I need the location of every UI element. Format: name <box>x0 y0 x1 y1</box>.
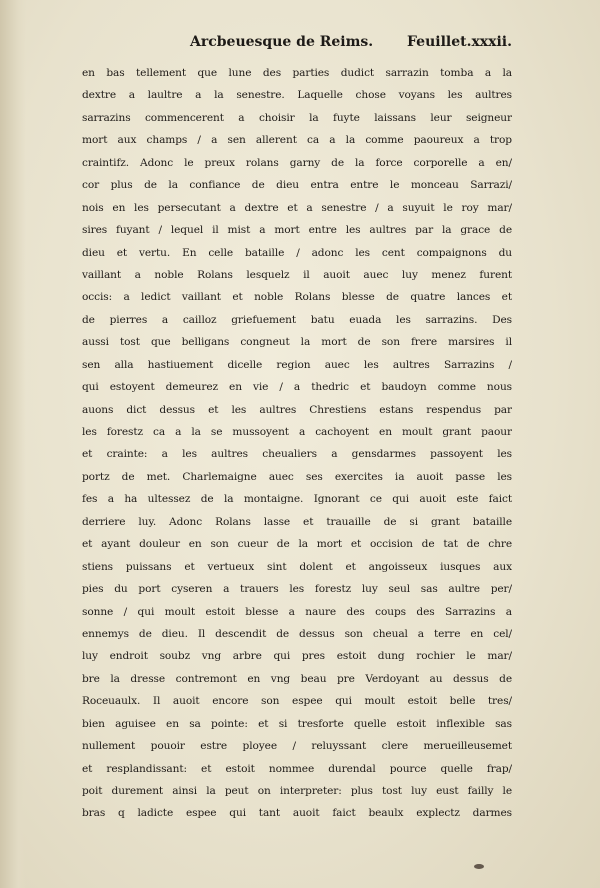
text-line: ennemys de dieu. Il descendit de dessus son cheual a terre en cel/ <box>82 627 512 640</box>
text-line: occis: a ledict vaillant et noble Rolans blesse de quatre lances et <box>82 291 512 304</box>
text-line: bre la dresse contremont en vng beau pre Verdoyant au dessus de <box>82 672 512 685</box>
text-line: pies du port cyseren a trauers les forestz luy seul sas aultre per/ <box>82 583 512 596</box>
text-line: luy endroit soubz vng arbre qui pres estoit dung rochier le mar/ <box>82 650 512 663</box>
ink-stain <box>474 864 484 869</box>
text-line: aussi tost que belligans congneut la mort de son frere marsires il <box>82 336 512 349</box>
text-line: dextre a laultre a la senestre. Laquelle chose voyans les aultres <box>82 89 512 102</box>
text-line: sires fuyant / lequel il mist a mort entre les aultres par la grace de <box>82 224 512 237</box>
text-line: Roceuaulx. Il auoit encore son espee qui moult estoit belle tres/ <box>82 695 512 708</box>
text-line: bras q ladicte espee qui tant auoit faict beaulx explectz darmes <box>82 807 512 820</box>
text-line: bien aguisee en sa pointe: et si tresforte quelle estoit inflexible sas <box>82 717 512 730</box>
text-line: dieu et vertu. En celle bataille / adonc les cent compaignons du <box>82 246 512 259</box>
text-line: fes a ha ultessez de la montaigne. Ignorant ce qui auoit este faict <box>82 493 512 506</box>
text-line: et crainte: a les aultres cheualiers a gensdarmes passoyent les <box>82 448 512 461</box>
text-line: poit durement ainsi la peut on interpreter: plus tost luy eust failly le <box>82 785 512 797</box>
text-line: de pierres a cailloz griefuement batu euada les sarrazins. Des <box>82 313 512 326</box>
body-text <box>82 62 512 825</box>
text-line: portz de met. Charlemaigne auec ses exercites ia auoit passe les <box>82 470 512 483</box>
page-gutter <box>0 0 26 888</box>
text-line: mort aux champs / a sen allerent ca a la comme paoureux a trop <box>82 134 512 147</box>
text-line: sonne / qui moult estoit blesse a naure des coups des Sarrazins a <box>82 605 512 618</box>
text-line: et resplandissant: et estoit nommee durendal pource quelle frap/ <box>82 762 512 775</box>
text-line: nois en les persecutant a dextre et a senestre / a suyuit le roy mar/ <box>82 201 512 214</box>
text-line: cor plus de la confiance de dieu entra entre le monceau Sarrazi/ <box>82 179 512 192</box>
text-line: auons dict dessus et les aultres Chrestiens estans respendus par <box>82 403 512 416</box>
folio-number: Feuillet.xxxii. <box>406 34 512 50</box>
text-line: en bas tellement que lune des parties dudict sarrazin tomba a la <box>82 67 512 79</box>
text-line: sen alla hastiuement dicelle region auec les aultres Sarrazins / <box>82 358 512 371</box>
text-line: nullement pouoir estre ployee / reluyssant clere merueilleusemet <box>82 740 512 753</box>
running-title: Arcbeuesque de Reims. <box>190 34 374 50</box>
text-line: et ayant douleur en son cueur de la mort et occision de tat de chre <box>82 538 512 551</box>
text-line: qui estoyent demeurez en vie / a thedric et baudoyn comme nous <box>82 381 512 394</box>
text-line: sarrazins commencerent a choisir la fuyte laissans leur seigneur <box>82 111 512 124</box>
text-line: craintifz. Adonc le preux rolans garny de la force corporelle a en/ <box>82 156 512 169</box>
text-line: les forestz ca a la se mussoyent a cachoyent en moult grant paour <box>82 426 512 438</box>
text-line: vaillant a noble Rolans lesquelz il auoit auec luy menez furent <box>82 268 512 281</box>
text-line: stiens puissans et vertueux sint dolent et angoisseux iusques aux <box>82 560 512 573</box>
running-header <box>190 34 512 56</box>
text-line: derriere luy. Adonc Rolans lasse et trauaille de si grant bataille <box>82 515 512 528</box>
